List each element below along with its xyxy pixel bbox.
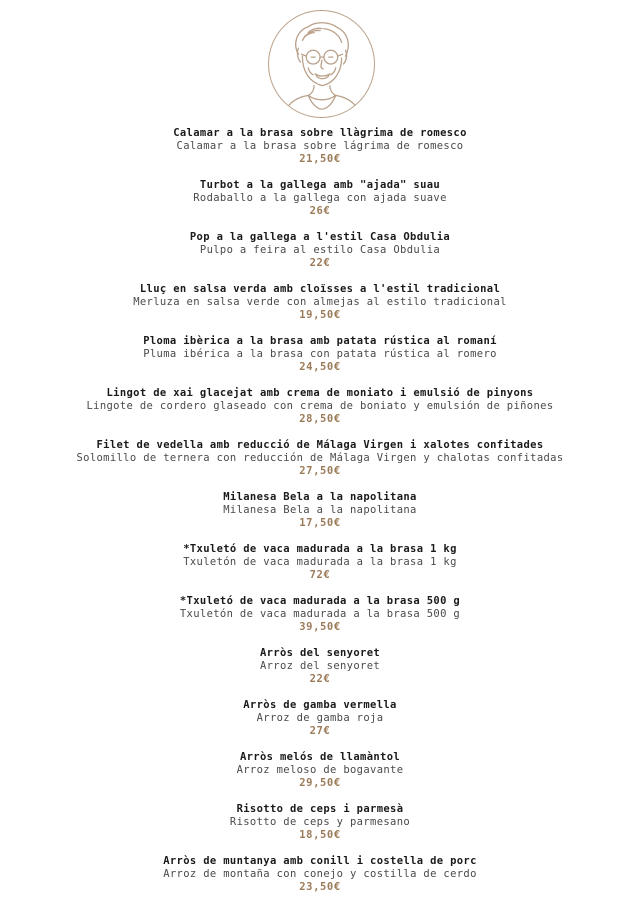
dish-name: *Txuletó de vaca madurada a la brasa 1 kg: [183, 543, 457, 555]
dish-name: Risotto de ceps i parmesà: [236, 803, 404, 815]
dish-description: Pluma ibérica a la brasa con patata rústica al romero: [143, 348, 497, 360]
menu-item: [0, 283, 640, 335]
dish-name: Arròs melós de llamàntol: [239, 751, 401, 763]
dish-price: 19,50€: [299, 309, 341, 321]
dish-price: 18,50€: [299, 829, 341, 841]
dish-price: 21,50€: [299, 153, 341, 165]
dish-name: Arròs de muntanya amb conill i costella de porc: [163, 855, 477, 867]
dish-description: Pulpo a feira al estilo Casa Obdulia: [199, 244, 441, 256]
dish-description: Risotto de ceps y parmesano: [229, 816, 411, 828]
dish-description: Txuletón de vaca madurada a la brasa 500 g: [179, 608, 461, 620]
dish-name: Milanesa Bela a la napolitana: [223, 491, 417, 503]
dish-price: 72€: [309, 569, 331, 581]
menu-item: [0, 387, 640, 439]
restaurant-logo: [268, 10, 375, 118]
dish-description: Arroz del senyoret: [259, 660, 381, 672]
dish-description: Milanesa Bela a la napolitana: [223, 504, 417, 516]
dish-price: 23,50€: [299, 881, 341, 893]
dish-description: Arroz meloso de bogavante: [236, 764, 404, 776]
portrait-icon: [269, 11, 374, 117]
dish-name: Filet de vedella amb reducció de Málaga Virgen i xalotes confitades: [96, 439, 544, 451]
menu-item: [0, 803, 640, 855]
dish-description: Rodaballo a la gallega con ajada suave: [193, 192, 447, 204]
menu-item: [0, 595, 640, 647]
dish-name: Calamar a la brasa sobre llàgrima de romesco: [173, 127, 467, 139]
dish-description: Calamar a la brasa sobre lágrima de romesco: [176, 140, 464, 152]
menu-item: [0, 699, 640, 751]
dish-price: 27€: [309, 725, 331, 737]
menu-item: [0, 543, 640, 595]
dish-name: Lingot de xai glacejat amb crema de moniato i emulsió de pinyons: [106, 387, 534, 399]
menu-item: [0, 179, 640, 231]
menu-item: [0, 335, 640, 387]
dish-price: 24,50€: [299, 361, 341, 373]
dish-description: Arroz de montaña con conejo y costilla de cerdo: [163, 868, 477, 880]
dish-description: Arroz de gamba roja: [256, 712, 384, 724]
dish-price: 22€: [309, 673, 331, 685]
menu-item: [0, 855, 640, 907]
dish-price: 26€: [309, 205, 331, 217]
menu-list: [0, 127, 640, 907]
dish-price: 29,50€: [299, 777, 341, 789]
dish-name: Arròs del senyoret: [259, 647, 381, 659]
dish-name: Ploma ibèrica a la brasa amb patata rústica al romaní: [143, 335, 497, 347]
dish-description: Merluza en salsa verde con almejas al estilo tradicional: [133, 296, 507, 308]
dish-description: Solomillo de ternera con reducción de Málaga Virgen y chalotas confitadas: [76, 452, 564, 464]
dish-price: 28,50€: [299, 413, 341, 425]
dish-price: 27,50€: [299, 465, 341, 477]
menu-item: [0, 439, 640, 491]
menu-item: [0, 751, 640, 803]
dish-name: Pop a la gallega a l'estil Casa Obdulia: [189, 231, 451, 243]
menu-item: [0, 127, 640, 179]
dish-name: Arròs de gamba vermella: [243, 699, 397, 711]
dish-description: Txuletón de vaca madurada a la brasa 1 kg: [183, 556, 457, 568]
menu-item: [0, 647, 640, 699]
dish-price: 39,50€: [299, 621, 341, 633]
dish-price: 22€: [309, 257, 331, 269]
dish-name: *Txuletó de vaca madurada a la brasa 500 g: [179, 595, 461, 607]
menu-item: [0, 231, 640, 283]
dish-description: Lingote de cordero glaseado con crema de boniato y emulsión de piñones: [86, 400, 554, 412]
dish-price: 17,50€: [299, 517, 341, 529]
dish-name: Lluç en salsa verda amb cloïsses a l'estil tradicional: [139, 283, 501, 295]
dish-name: Turbot a la gallega amb "ajada" suau: [199, 179, 441, 191]
menu-item: [0, 491, 640, 543]
